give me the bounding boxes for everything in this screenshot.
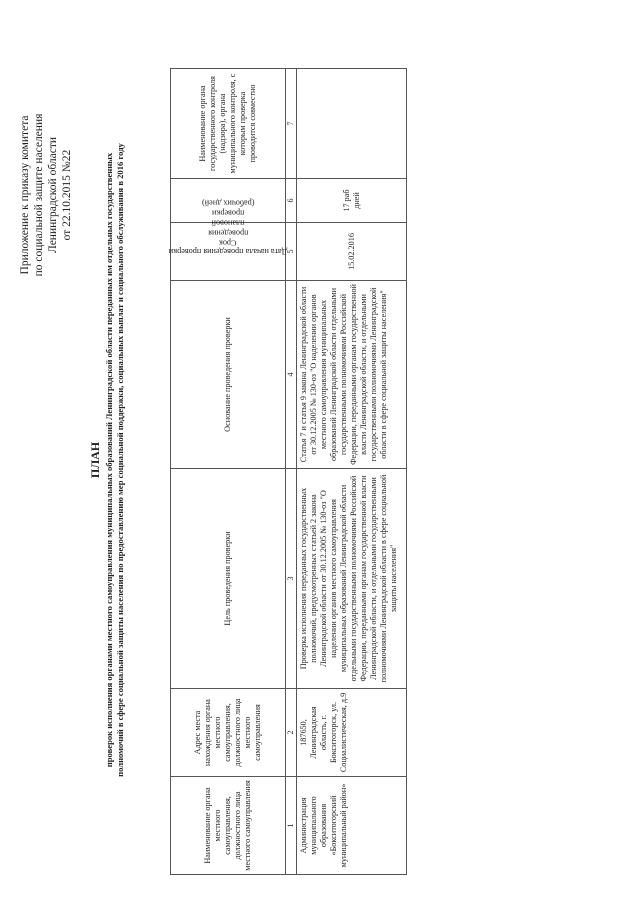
approval-block (18, 80, 74, 310)
column-header-address: Адрес места нахождения органа местного самоуправления, должностного лица местного самоуправления (171, 689, 286, 777)
column-header-start-date-text: Дата начала проведения проверки (168, 247, 288, 257)
column-number: 2 (286, 689, 297, 777)
column-header-duration-text: Срок проведения плановой проверки (рабочих дней) (201, 199, 255, 248)
approval-line-1: Приложение к приказу комитета (19, 115, 31, 275)
column-header-purpose: Цель проведения проверки (171, 469, 286, 689)
column-number: 7 (286, 69, 297, 179)
column-header-joint-control: Наименование органа государственного контроля (надзора), органа муниципального контроля, с которым проверка проводится совместно (171, 69, 286, 179)
cell-duration: 17 раб дней (297, 179, 407, 223)
plan-heading (88, 140, 126, 780)
cell-purpose: Проверка исполнения переданных государственных полномочий, предусмотренных статьей 2 закона Ленинградской области от 30.12.2005 № 130-оз "О наделении органов местного самоуправления муниципальных образований Ленинградской области отдельными государственными полномочиями Российской Федерации, переданными органам государственной власти Ленинградской области, и отдельными государственными полномочиями Ленинградской области в сфере социальной защиты населения" (297, 469, 407, 689)
column-number: 4 (286, 281, 297, 469)
cell-address: 187650, Ленинградская область, г. Бокситогорск, ул. Социалистическая, д.9 (297, 689, 407, 777)
plan-subtitle: проверок исполнения органами местного самоуправления муниципальных образований Ленинградской области переданных им отдельных государственных полномочий в сфере социальной защиты населения по предоставлению мер социальной поддержки, социальных выплат и социального обслуживания в 2016 году (104, 143, 125, 777)
column-header-organ: Наименование органа местного самоуправления, должностного лица местного самоуправления (171, 777, 286, 875)
column-numbers-row (286, 69, 297, 875)
inspection-plan-table (170, 68, 407, 875)
column-number: 5 (286, 223, 297, 281)
column-number: 6 (286, 179, 297, 223)
approval-line-2: по социальной защите населения (33, 113, 45, 277)
cell-organ: Администрация муниципального образования «Бокситогорский муниципальный район» (297, 777, 407, 875)
column-header-basis: Основание проведения проверки (171, 281, 286, 469)
cell-basis: Статья 7 и статья 9 закона Ленинградской области от 30.12.2005 № 130-оз "О наделении органов местного самоуправления муниципальных образований Ленинградской области отдельными государственными полномочиями Российской Федерации, переданными органам государственной власти Ленинградской области, и отдельными государственными полномочиями Ленинградской области в сфере социальной защиты населения" (297, 281, 407, 469)
table-row (297, 69, 407, 875)
approval-line-4: от 22.10.2015 №22 (61, 149, 73, 241)
table-header-row (171, 69, 286, 875)
column-number: 1 (286, 777, 297, 875)
cell-joint-control (297, 69, 407, 179)
plan-title: ПЛАН (88, 441, 102, 479)
cell-start-date: 15.02.2016 (297, 223, 407, 281)
column-number: 3 (286, 469, 297, 689)
approval-line-3: Ленинградской области (47, 136, 59, 254)
column-header-duration (171, 179, 286, 248)
